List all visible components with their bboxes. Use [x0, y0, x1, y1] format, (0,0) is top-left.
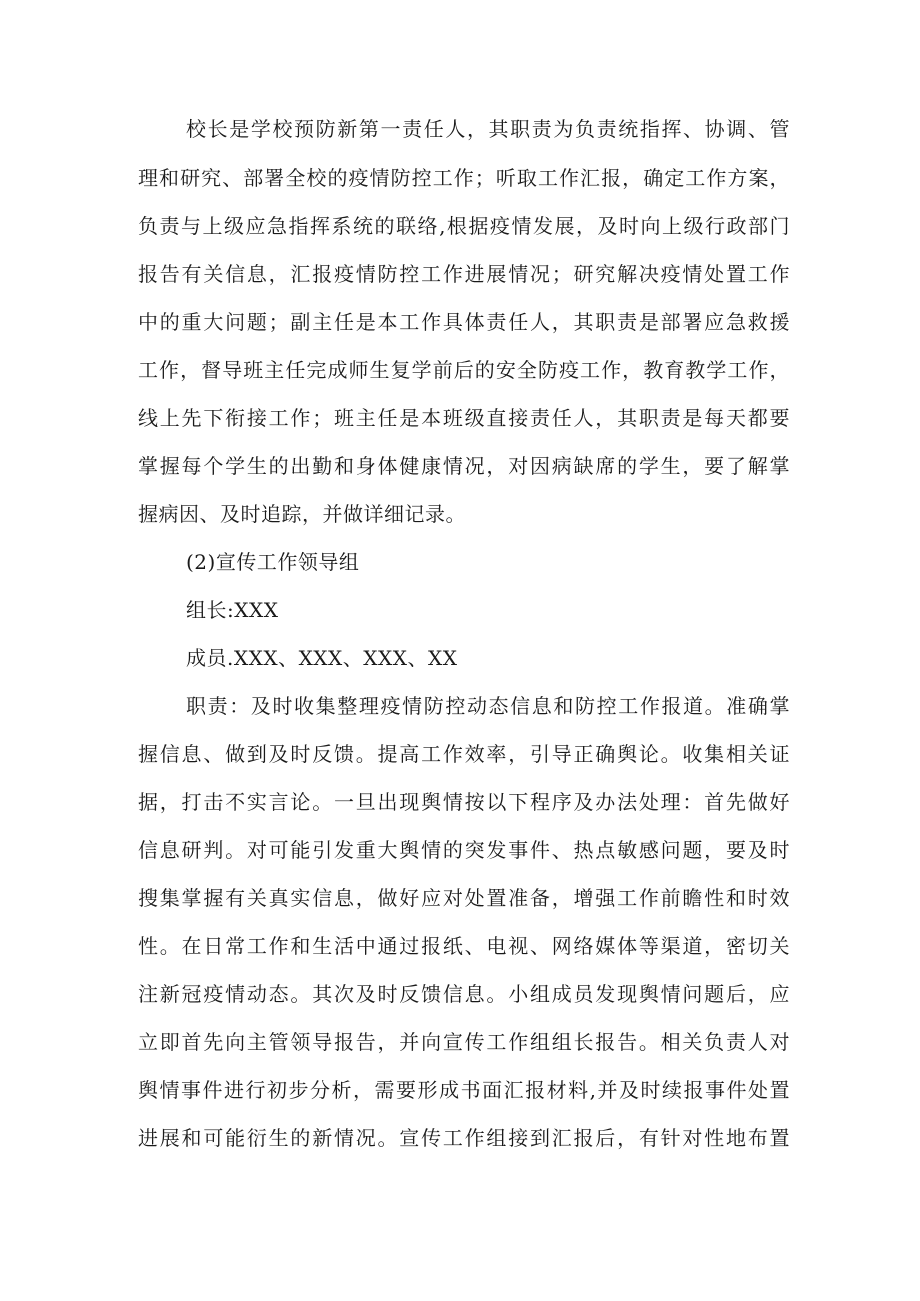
paragraph-line: 握病因、及时追踪，并做详细记录。 — [138, 502, 466, 526]
paragraph-line: 注新冠疫情动态。其次及时反馈信息。小组成员发现舆情问题后，应 — [138, 982, 790, 1006]
paragraph-line: 线上先下衔接工作；班主任是本班级直接责任人，其职责是每天都要 — [138, 406, 790, 430]
paragraph-line: 搜集掌握有关真实信息，做好应对处置准备，增强工作前瞻性和时效 — [138, 886, 790, 910]
paragraph-line: 性。在日常工作和生活中通过报纸、电视、网络媒体等渠道，密切关 — [138, 934, 790, 958]
group-leader-line: 组长:XXX — [186, 598, 279, 622]
paragraph-line: 工作，督导班主任完成师生复学前后的安全防疫工作，教育教学工作， — [138, 358, 790, 382]
paragraph-line: 立即首先向主管领导报告，并向宣传工作组组长报告。相关负责人对 — [138, 1030, 790, 1054]
paragraph-line: 进展和可能衍生的新情况。宣传工作组接到汇报后，有针对性地布置 — [138, 1126, 790, 1150]
section-heading: (2)宣传工作领导组 — [186, 550, 360, 574]
paragraph-line: 校长是学校预防新第一责任人，其职责为负责统指挥、协调、管 — [186, 117, 790, 141]
paragraph-line: 职责：及时收集整理疫情防控动态信息和防控工作报道。准确掌 — [186, 694, 790, 718]
paragraph-line: 舆情事件进行初步分析，需要形成书面汇报材料,并及时续报事件处置 — [138, 1078, 790, 1102]
paragraph-line: 据，打击不实言论。一旦出现舆情按以下程序及办法处理：首先做好 — [138, 790, 790, 814]
paragraph-line: 理和研究、部署全校的疫情防控工作；听取工作汇报，确定工作方案， — [138, 166, 790, 190]
paragraph-line: 掌握每个学生的出勤和身体健康情况，对因病缺席的学生，要了解掌 — [138, 454, 790, 478]
paragraph-line: 中的重大问题；副主任是本工作具体责任人，其职责是部署应急救援 — [138, 310, 790, 334]
paragraph-line: 信息研判。对可能引发重大舆情的突发事件、热点敏感问题，要及时 — [138, 838, 790, 862]
paragraph-line: 握信息、做到及时反馈。提高工作效率，引导正确舆论。收集相关证 — [138, 742, 790, 766]
paragraph-line: 报告有关信息，汇报疫情防控工作进展情况；研究解决疫情处置工作 — [138, 262, 790, 286]
group-members-line: 成员.XXX、XXX、XXX、XX — [186, 646, 458, 670]
paragraph-line: 负责与上级应急指挥系统的联络,根据疫情发展，及时向上级行政部门 — [138, 214, 790, 238]
